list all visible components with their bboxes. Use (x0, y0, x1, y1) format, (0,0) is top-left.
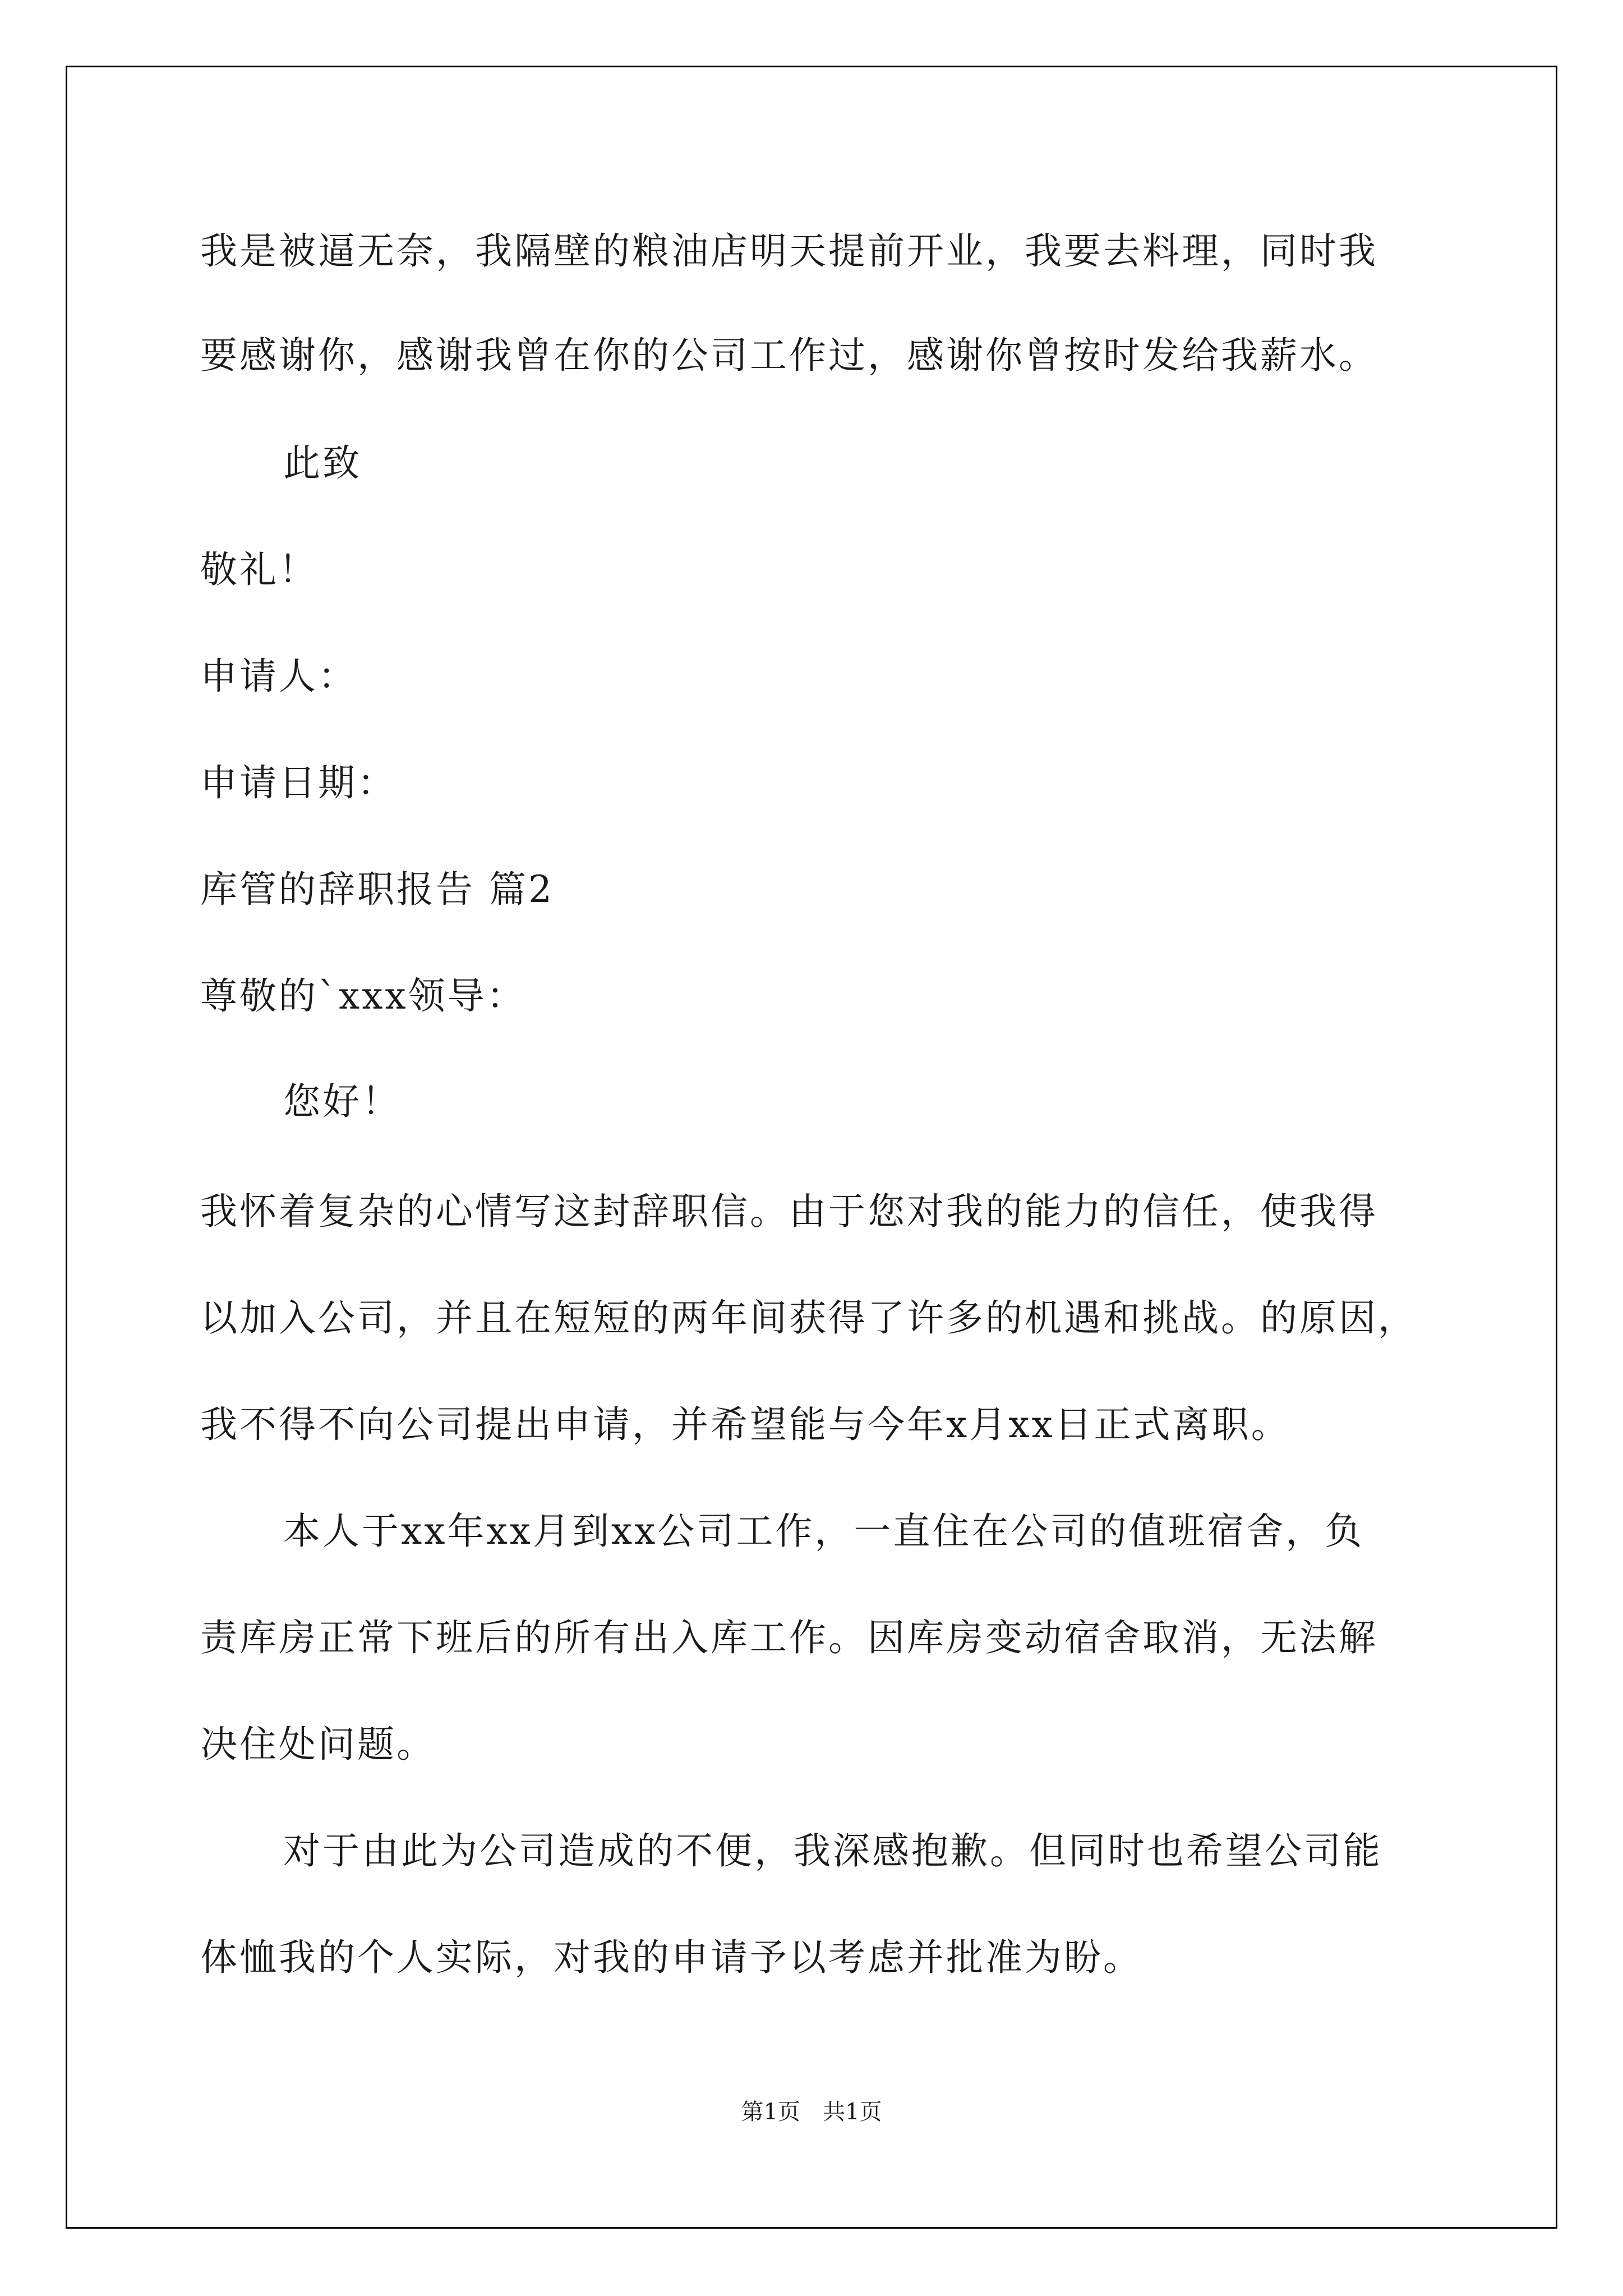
body-line: 本人于xx年xx月到xx公司工作，一直住在公司的值班宿舍，负 (283, 1510, 1364, 1553)
closing-salutation: 此致 (283, 441, 362, 485)
body-line: 以加入公司，并且在短短的两年间获得了许多的机遇和挑战。的原因， (200, 1296, 1417, 1340)
section-heading: 库管的辞职报告 篇2 (200, 868, 554, 911)
body-line: 体恤我的个人实际，对我的申请予以考虑并批准为盼。 (200, 1936, 1142, 1979)
body-line: 决住处问题。 (200, 1723, 436, 1766)
letter-hello: 您好！ (283, 1080, 401, 1123)
date-label: 申请日期： (200, 761, 396, 804)
applicant-label: 申请人： (200, 655, 357, 698)
body-line: 要感谢你，感谢我曾在你的公司工作过，感谢你曾按时发给我薪水。 (200, 334, 1378, 377)
letter-greeting: 尊敬的`xxx领导： (200, 974, 526, 1018)
body-line: 我是被逼无奈，我隔壁的粮油店明天提前开业，我要去料理，同时我 (200, 229, 1378, 273)
body-line: 我不得不向公司提出申请，并希望能与今年x月xx日正式离职。 (200, 1403, 1290, 1446)
body-line: 责库房正常下班后的所有出入库工作。因库房变动宿舍取消，无法解 (200, 1616, 1378, 1659)
page-border (66, 66, 1557, 2229)
body-line: 我怀着复杂的心情写这封辞职信。由于您对我的能力的信任，使我得 (200, 1190, 1378, 1233)
page-number-footer: 第1页 共1页 (741, 2099, 882, 2125)
closing-regards: 敬礼！ (200, 548, 318, 591)
body-line: 对于由此为公司造成的不便，我深感抱歉。但同时也希望公司能 (283, 1829, 1382, 1872)
